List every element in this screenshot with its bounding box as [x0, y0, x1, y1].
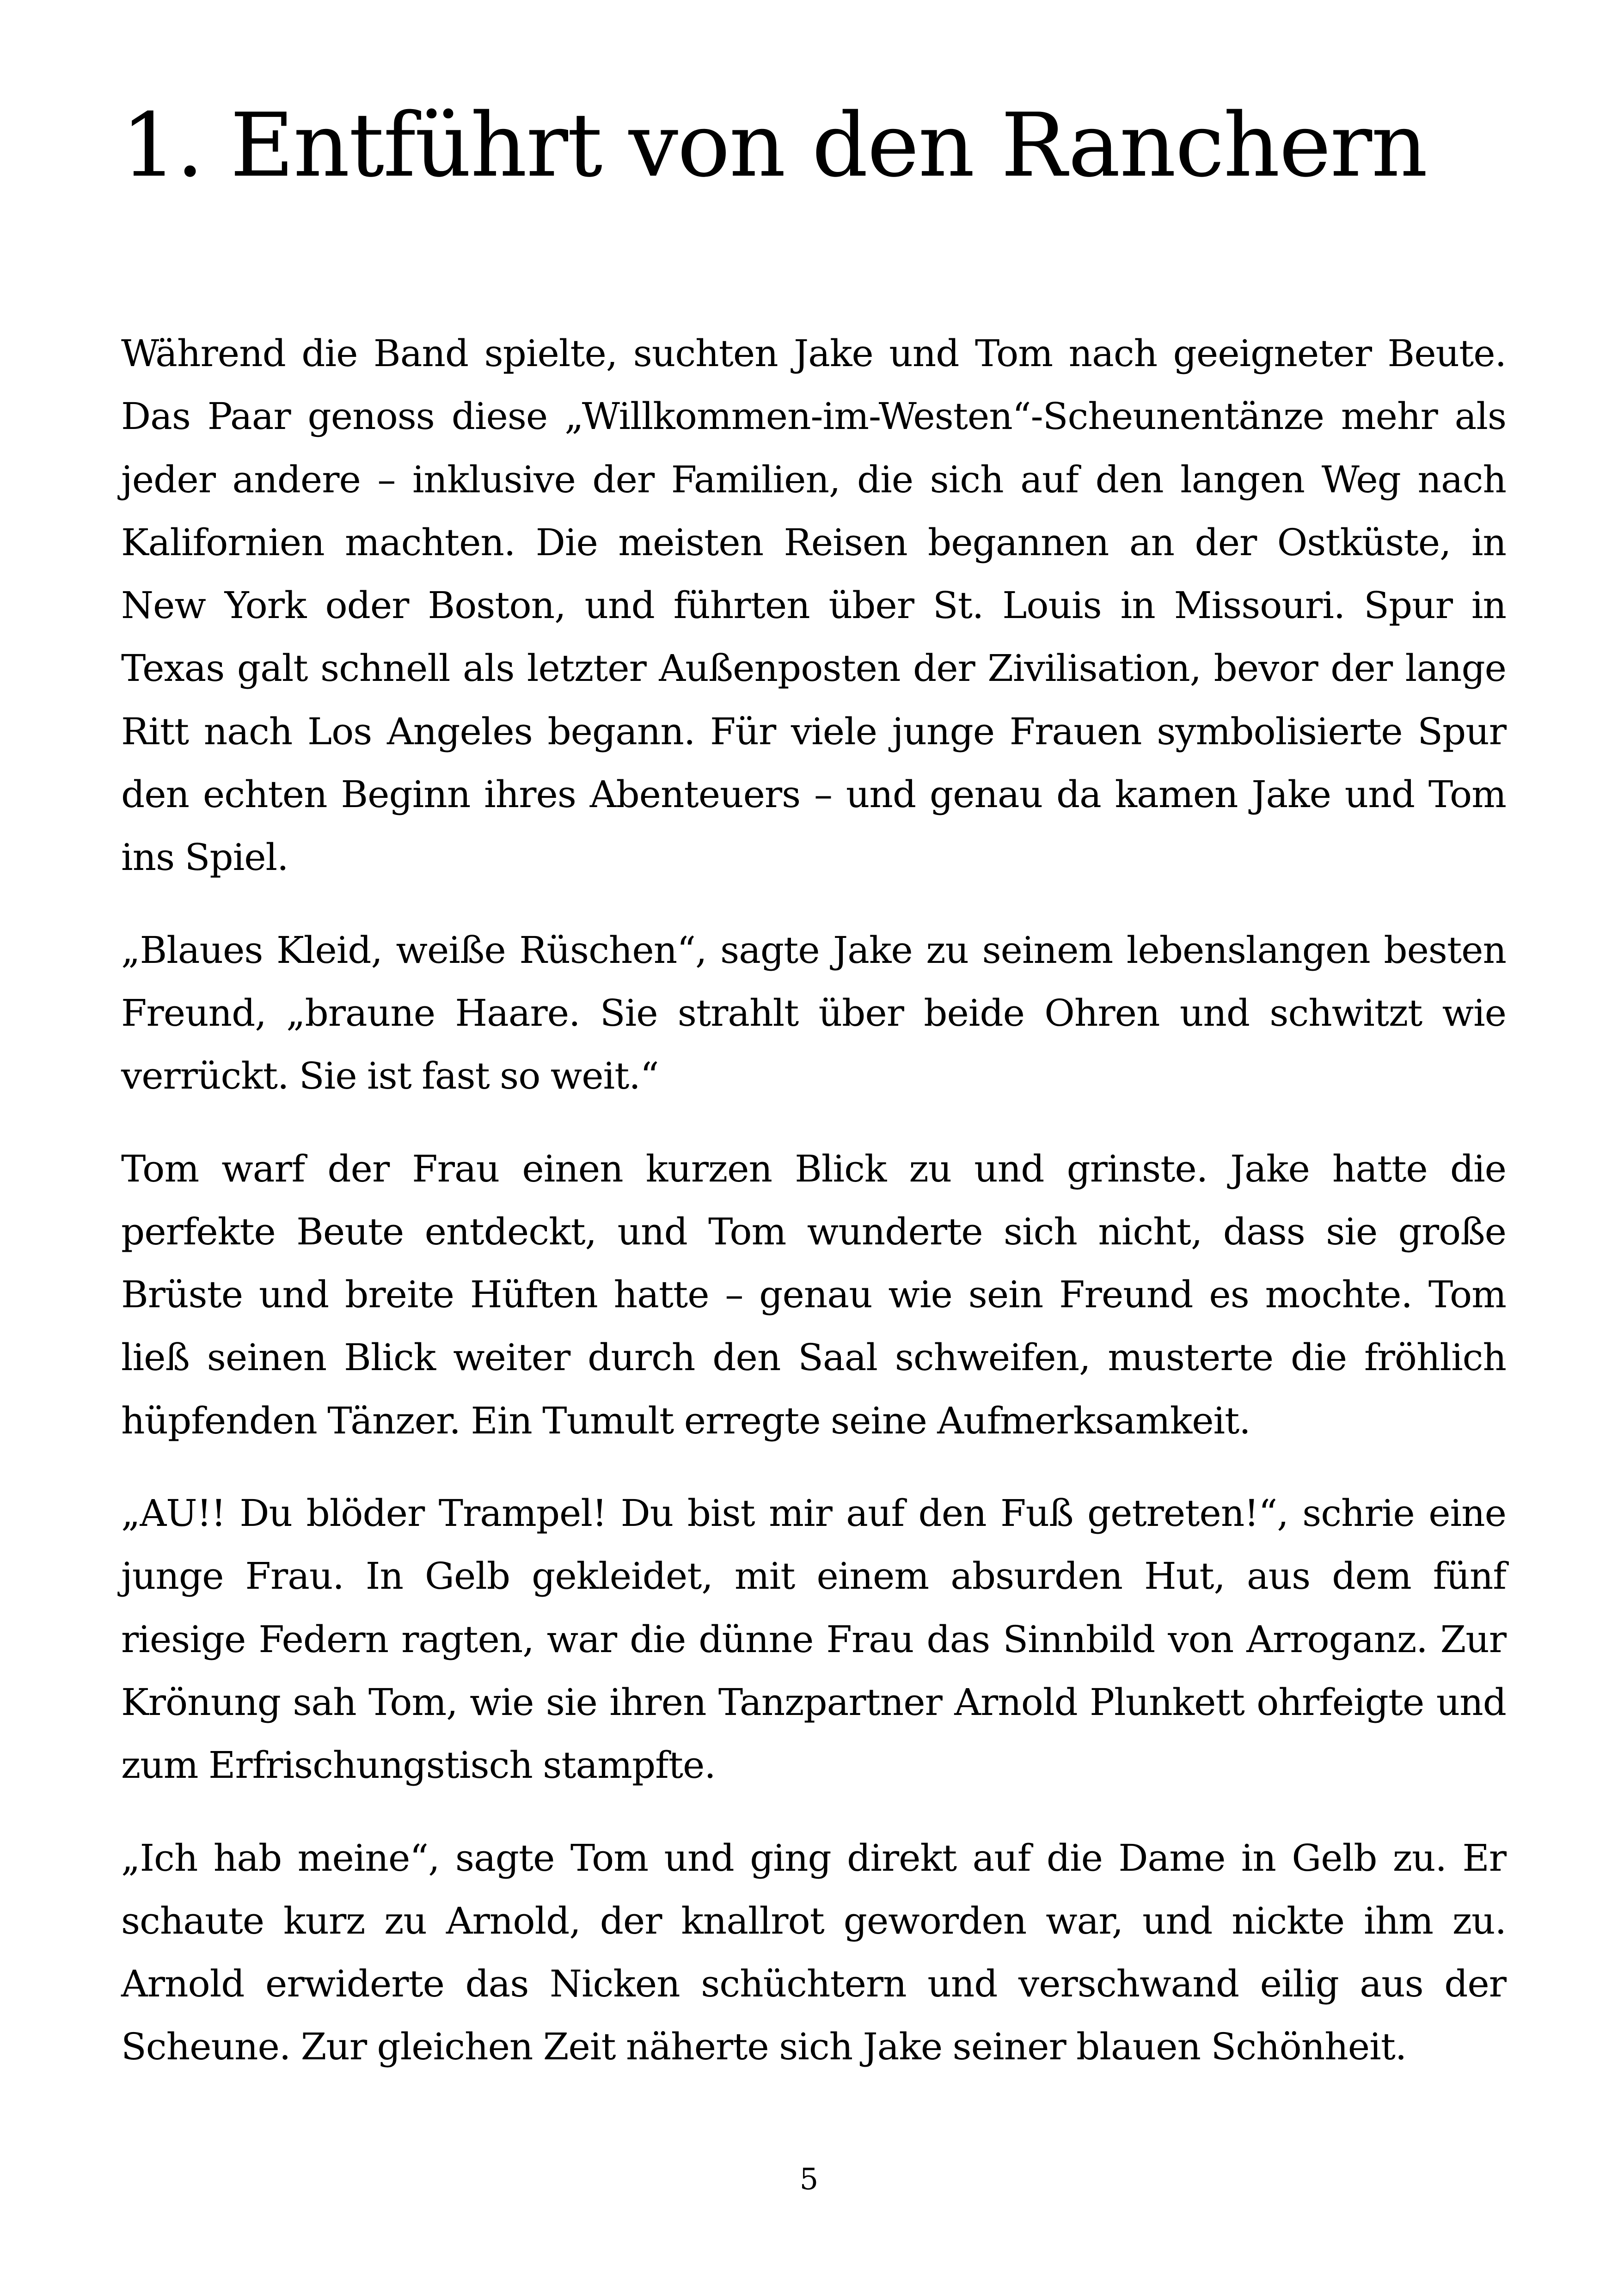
chapter-title: 1. Entführt von den Ranchern	[121, 94, 1427, 196]
paragraph: Während die Band spielte, suchten Jake und Tom nach geeigneter Beute. Das Paar genoss diese „Willkommen-im-Westen“-Scheunentänze mehr als jeder andere – inklusive der Familien, die sich auf den langen Weg nach Kalifornien machten. Die meisten Reisen begannen an der Ostküste, in New York oder Boston, und führten über St. Louis in Missouri. Spur in Texas galt schnell als letzter Außenposten der Zivilisation, bevor der lange Ritt nach Los Angeles begann. Für viele junge Frauen symbolisierte Spur den echten Beginn ihres Abenteuers – und genau da kamen Jake und Tom ins Spiel.	[121, 332, 1506, 879]
paragraph: „Ich hab meine“, sagte Tom und ging direkt auf die Dame in Gelb zu. Er schaute kurz zu Arnold, der knallrot geworden war, und nickte ihm zu. Arnold erwiderte das Nicken schüchtern und verschwand eilig aus der Scheune. Zur gleichen Zeit näherte sich Jake seiner blauen Schönheit.	[121, 1836, 1506, 2069]
chapter-body	[121, 322, 1506, 2079]
paragraph: „Blaues Kleid, weiße Rüschen“, sagte Jake zu seinem lebenslangen besten Freund, „braune Haare. Sie strahlt über beide Ohren und schwitzt wie verrückt. Sie ist fast so weit.“	[121, 928, 1506, 1098]
paragraph: Tom warf der Frau einen kurzen Blick zu und grinste. Jake hatte die perfekte Beute entdeckt, und Tom wunderte sich nicht, dass sie große Brüste und breite Hüften hatte – genau wie sein Freund es mochte. Tom ließ seinen Blick weiter durch den Saal schweifen, musterte die fröhlich hüpfenden Tänzer. Ein Tumult erregte seine Aufmerksamkeit.	[121, 1147, 1506, 1442]
page-number: 5	[799, 2162, 819, 2197]
paragraph: „AU!! Du blöder Trampel! Du bist mir auf den Fuß getreten!“, schrie eine junge Frau. In Gelb gekleidet, mit einem absurden Hut, aus dem fünf riesige Federn ragten, war die dünne Frau das Sinnbild von Arroganz. Zur Krönung sah Tom, wie sie ihren Tanzpartner Arnold Plunkett ohrfeigte und zum Erfrischungstisch stampfte.	[121, 1492, 1506, 1787]
